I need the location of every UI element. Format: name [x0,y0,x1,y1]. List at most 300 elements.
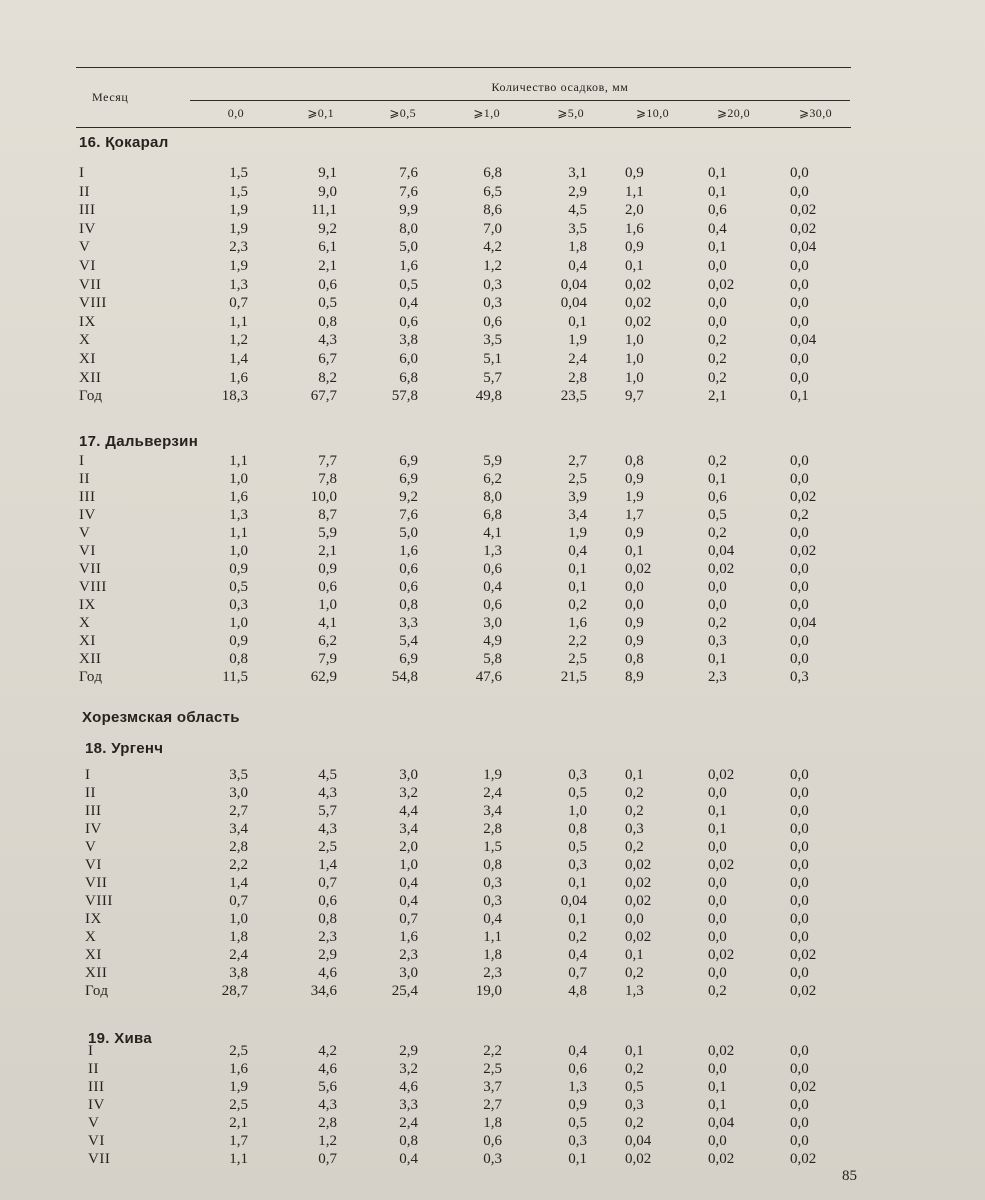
header-precipitation-label: Количество осадков, мм [491,80,629,94]
cell-col-2: 5,0 [399,239,418,256]
cell-col-5: 0,04 [625,1133,652,1149]
cell-col-6: 0,1 [708,821,727,837]
cell-col-4: 1,9 [568,525,587,541]
row-month: X [79,615,91,631]
cell-col-5: 0,9 [625,525,644,541]
cell-col-7: 0,0 [790,276,809,293]
cell-col-4: 0,8 [568,821,587,837]
cell-col-3: 2,8 [483,821,502,837]
table-row [0,524,985,542]
cell-col-5: 0,0 [625,579,644,595]
cell-col-3: 1,2 [483,258,502,274]
cell-col-1: 2,8 [318,1115,337,1131]
cell-col-6: 0,0 [708,597,727,613]
cell-col-2: 0,4 [399,295,418,312]
cell-col-0: 0,3 [229,597,248,613]
cell-col-4: 0,3 [568,857,587,873]
cell-col-7: 0,0 [790,313,809,330]
cell-col-7: 0,0 [790,651,809,667]
cell-col-7: 0,0 [790,1061,809,1077]
cell-col-6: 0,1 [708,183,727,200]
region-title-khorezm: Хорезмская область [82,709,240,726]
header-col-1: ⩾0,1 [307,106,334,120]
cell-col-0: 18,3 [221,388,248,405]
cell-col-3: 1,5 [483,839,502,855]
cell-col-2: 2,9 [399,1043,418,1059]
cell-col-2: 6,9 [399,453,418,469]
row-month: III [79,202,96,219]
cell-col-2: 7,6 [399,183,418,200]
cell-col-5: 0,1 [625,767,644,783]
header-col-5: ⩾10,0 [635,106,669,120]
cell-col-5: 0,2 [625,785,644,801]
cell-col-5: 9,7 [625,388,644,405]
row-month: VI [85,857,102,873]
row-month: VIII [79,295,107,312]
cell-col-0: 1,9 [229,258,248,274]
cell-col-1: 0,9 [318,561,337,577]
cell-col-3: 3,7 [483,1079,502,1095]
cell-col-0: 1,9 [229,220,248,237]
cell-col-2: 3,3 [399,1097,418,1113]
cell-col-2: 3,2 [399,785,418,801]
cell-col-1: 7,9 [318,651,337,667]
row-month: II [88,1061,99,1077]
table-row [0,387,985,405]
cell-col-3: 8,0 [483,489,502,505]
cell-col-1: 4,2 [318,1043,337,1059]
cell-col-3: 2,7 [483,1097,502,1113]
cell-col-6: 0,5 [708,507,727,523]
cell-col-1: 34,6 [310,983,337,999]
row-month: VI [79,258,96,274]
cell-col-1: 4,1 [318,615,337,631]
cell-col-1: 4,3 [318,785,337,801]
cell-col-7: 0,0 [790,453,809,469]
cell-col-2: 0,6 [399,579,418,595]
cell-col-1: 5,9 [318,525,337,541]
cell-col-4: 0,2 [568,597,587,613]
cell-col-6: 0,1 [708,239,727,256]
cell-col-1: 4,3 [318,821,337,837]
cell-col-5: 0,02 [625,929,652,945]
cell-col-3: 5,9 [483,453,502,469]
cell-col-6: 0,04 [708,1115,735,1131]
cell-col-5: 1,0 [625,332,644,349]
table-row [0,220,985,238]
cell-col-4: 3,9 [568,489,587,505]
cell-col-7: 0,0 [790,351,809,367]
table-row [0,452,985,470]
cell-col-7: 0,04 [790,239,817,256]
cell-col-4: 0,04 [560,295,587,312]
cell-col-1: 5,7 [318,803,337,819]
cell-col-1: 8,7 [318,507,337,523]
cell-col-7: 0,0 [790,369,809,386]
table-row [0,1150,985,1168]
cell-col-7: 0,1 [790,388,809,405]
cell-col-0: 2,2 [229,857,248,873]
table-row [0,183,985,201]
cell-col-3: 1,8 [483,947,502,963]
row-month: VI [88,1133,105,1149]
cell-col-1: 9,0 [318,183,337,200]
cell-col-1: 1,2 [318,1133,337,1149]
cell-col-6: 0,4 [708,220,727,237]
cell-col-0: 0,7 [229,893,248,909]
cell-col-7: 0,0 [790,785,809,801]
cell-col-1: 0,8 [318,313,337,330]
cell-col-7: 0,0 [790,579,809,595]
cell-col-3: 49,8 [475,388,502,405]
cell-col-1: 7,7 [318,453,337,469]
cell-col-2: 1,6 [399,258,418,274]
station-title-dalverzin: 17. Дальверзин [79,433,199,450]
cell-col-5: 0,3 [625,821,644,837]
cell-col-4: 1,8 [568,239,587,256]
cell-col-2: 3,0 [399,767,418,783]
cell-col-0: 1,1 [229,453,248,469]
cell-col-1: 10,0 [310,489,337,505]
table-row [0,1042,985,1060]
cell-col-1: 4,6 [318,965,337,981]
cell-col-2: 0,8 [399,1133,418,1149]
cell-col-4: 1,6 [568,615,587,631]
cell-col-2: 3,4 [399,821,418,837]
cell-col-3: 4,2 [483,239,502,256]
cell-col-5: 0,2 [625,965,644,981]
cell-col-1: 5,6 [318,1079,337,1095]
cell-col-3: 3,5 [483,332,502,349]
cell-col-4: 0,3 [568,1133,587,1149]
row-month: VII [85,875,108,891]
header-col-3: ⩾1,0 [473,106,500,120]
cell-col-5: 0,2 [625,1115,644,1131]
cell-col-2: 2,0 [399,839,418,855]
cell-col-5: 0,9 [625,615,644,631]
row-month: Год [79,669,103,685]
table-row [0,1078,985,1096]
cell-col-7: 0,02 [790,1151,817,1167]
cell-col-7: 0,0 [790,633,809,649]
cell-col-7: 0,0 [790,965,809,981]
row-month: XII [79,369,102,386]
cell-col-6: 0,6 [708,202,727,219]
row-month: VIII [85,893,113,909]
row-month: VII [79,276,102,293]
cell-col-5: 0,9 [625,239,644,256]
cell-col-0: 2,3 [229,239,248,256]
cell-col-6: 0,1 [708,1097,727,1113]
cell-col-4: 0,7 [568,965,587,981]
row-month: I [85,767,91,783]
cell-col-2: 4,6 [399,1079,418,1095]
cell-col-6: 0,0 [708,965,727,981]
cell-col-4: 0,1 [568,1151,587,1167]
row-month: Год [79,388,103,405]
cell-col-5: 0,1 [625,947,644,963]
cell-col-7: 0,0 [790,803,809,819]
cell-col-4: 0,5 [568,839,587,855]
table-row [0,276,985,294]
cell-col-7: 0,0 [790,1133,809,1149]
cell-col-5: 1,0 [625,369,644,386]
header-col-0: 0,0 [227,106,244,120]
row-month: XII [85,965,108,981]
cell-col-7: 0,0 [790,258,809,274]
header-month-label: Месяц [92,90,129,104]
cell-col-2: 6,9 [399,471,418,487]
cell-col-6: 0,0 [708,875,727,891]
cell-col-7: 0,02 [790,543,817,559]
table-row [0,1114,985,1132]
cell-col-0: 3,4 [229,821,248,837]
cell-col-0: 1,0 [229,543,248,559]
cell-col-4: 2,8 [568,369,587,386]
cell-col-0: 1,9 [229,202,248,219]
cell-col-3: 0,3 [483,875,502,891]
cell-col-3: 0,6 [483,561,502,577]
cell-col-5: 0,02 [625,857,652,873]
cell-col-1: 2,9 [318,947,337,963]
cell-col-2: 1,6 [399,929,418,945]
cell-col-4: 0,4 [568,1043,587,1059]
cell-col-0: 1,5 [229,165,248,181]
row-month: X [85,929,97,945]
cell-col-4: 0,2 [568,929,587,945]
row-month: II [85,785,96,801]
cell-col-3: 0,3 [483,1151,502,1167]
cell-col-0: 1,6 [229,489,248,505]
cell-col-3: 6,8 [483,507,502,523]
table-row [0,164,985,182]
cell-col-6: 0,02 [708,767,735,783]
cell-col-5: 0,5 [625,1079,644,1095]
cell-col-1: 1,4 [318,857,337,873]
cell-col-3: 1,3 [483,543,502,559]
cell-col-5: 0,3 [625,1097,644,1113]
cell-col-3: 6,2 [483,471,502,487]
cell-col-7: 0,02 [790,489,817,505]
table-row [0,892,985,910]
row-month: IV [79,507,96,523]
cell-col-7: 0,0 [790,561,809,577]
cell-col-1: 4,6 [318,1061,337,1077]
row-month: I [79,165,85,181]
cell-col-6: 0,2 [708,453,727,469]
cell-col-4: 0,4 [568,258,587,274]
cell-col-3: 3,0 [483,615,502,631]
cell-col-3: 1,1 [483,929,502,945]
cell-col-7: 0,2 [790,507,809,523]
cell-col-2: 0,6 [399,313,418,330]
cell-col-6: 0,2 [708,525,727,541]
row-month: IX [79,313,96,330]
cell-col-7: 0,3 [790,669,809,685]
header-col-7: ⩾30,0 [798,106,832,120]
cell-col-6: 0,0 [708,258,727,274]
cell-col-7: 0,0 [790,839,809,855]
row-month: IX [79,597,96,613]
cell-col-5: 0,9 [625,633,644,649]
cell-col-7: 0,0 [790,893,809,909]
cell-col-2: 0,7 [399,911,418,927]
cell-col-4: 0,04 [560,276,587,293]
cell-col-6: 0,6 [708,489,727,505]
cell-col-5: 1,9 [625,489,644,505]
cell-col-0: 1,0 [229,471,248,487]
cell-col-3: 5,1 [483,351,502,367]
cell-col-0: 1,1 [229,1151,248,1167]
cell-col-1: 4,5 [318,767,337,783]
cell-col-0: 1,6 [229,1061,248,1077]
table-row [0,802,985,820]
row-month: VII [88,1151,111,1167]
cell-col-7: 0,0 [790,1115,809,1131]
row-month: V [88,1115,100,1131]
cell-col-6: 0,2 [708,369,727,386]
cell-col-2: 7,6 [399,165,418,181]
cell-col-4: 23,5 [560,388,587,405]
cell-col-7: 0,02 [790,983,817,999]
cell-col-5: 1,7 [625,507,644,523]
cell-col-3: 6,8 [483,165,502,181]
cell-col-7: 0,0 [790,767,809,783]
cell-col-1: 0,6 [318,893,337,909]
cell-col-7: 0,0 [790,183,809,200]
cell-col-1: 0,6 [318,276,337,293]
cell-col-4: 2,9 [568,183,587,200]
table-row [0,784,985,802]
cell-col-7: 0,02 [790,202,817,219]
header-bottom-rule [76,127,851,128]
row-month: II [79,183,90,200]
cell-col-2: 3,2 [399,1061,418,1077]
header-col-2: ⩾0,5 [389,106,416,120]
cell-col-6: 0,0 [708,295,727,312]
cell-col-6: 0,2 [708,351,727,367]
cell-col-2: 0,5 [399,276,418,293]
page-number: 85 [842,1168,857,1184]
table-row [0,331,985,349]
cell-col-7: 0,0 [790,1097,809,1113]
cell-col-1: 6,1 [318,239,337,256]
cell-col-6: 0,02 [708,1151,735,1167]
table-row [0,542,985,560]
table-row [0,650,985,668]
cell-col-2: 6,0 [399,351,418,367]
cell-col-4: 0,5 [568,1115,587,1131]
cell-col-5: 0,8 [625,651,644,667]
cell-col-4: 0,04 [560,893,587,909]
cell-col-3: 0,6 [483,1133,502,1149]
cell-col-4: 0,1 [568,313,587,330]
cell-col-1: 7,8 [318,471,337,487]
cell-col-7: 0,04 [790,332,817,349]
row-month: III [79,489,96,505]
cell-col-3: 19,0 [475,983,502,999]
table-row [0,257,985,275]
cell-col-1: 11,1 [311,202,337,219]
cell-col-7: 0,0 [790,929,809,945]
cell-col-3: 5,7 [483,369,502,386]
cell-col-5: 1,0 [625,351,644,367]
cell-col-2: 3,0 [399,965,418,981]
cell-col-1: 0,5 [318,295,337,312]
cell-col-3: 7,0 [483,220,502,237]
cell-col-7: 0,0 [790,911,809,927]
cell-col-6: 0,0 [708,911,727,927]
top-rule [76,67,851,68]
cell-col-5: 1,3 [625,983,644,999]
table-row [0,964,985,982]
cell-col-5: 0,2 [625,1061,644,1077]
cell-col-4: 0,1 [568,911,587,927]
cell-col-0: 1,3 [229,276,248,293]
table-row [0,874,985,892]
cell-col-6: 0,1 [708,651,727,667]
cell-col-3: 8,6 [483,202,502,219]
cell-col-0: 2,4 [229,947,248,963]
cell-col-1: 9,2 [318,220,337,237]
cell-col-4: 0,6 [568,1061,587,1077]
cell-col-2: 0,4 [399,1151,418,1167]
cell-col-1: 62,9 [310,669,337,685]
cell-col-4: 0,4 [568,947,587,963]
cell-col-6: 0,0 [708,785,727,801]
table-row [0,470,985,488]
table-row [0,238,985,256]
row-month: XI [79,633,96,649]
row-month: V [85,839,97,855]
cell-col-5: 0,2 [625,803,644,819]
row-month: VII [79,561,102,577]
cell-col-6: 0,1 [708,165,727,181]
row-month: XI [79,351,96,367]
cell-col-0: 1,0 [229,911,248,927]
table-row [0,1060,985,1078]
header-col-4: ⩾5,0 [557,106,584,120]
cell-col-0: 2,5 [229,1043,248,1059]
cell-col-7: 0,0 [790,525,809,541]
cell-col-6: 0,1 [708,471,727,487]
table-row [0,910,985,928]
cell-col-0: 1,8 [229,929,248,945]
cell-col-6: 0,02 [708,947,735,963]
cell-col-0: 1,5 [229,183,248,200]
cell-col-0: 11,5 [222,669,248,685]
cell-col-3: 4,9 [483,633,502,649]
cell-col-4: 1,0 [568,803,587,819]
cell-col-6: 2,1 [708,388,727,405]
cell-col-5: 0,0 [625,911,644,927]
table-row [0,928,985,946]
cell-col-1: 2,1 [318,258,337,274]
cell-col-6: 0,3 [708,633,727,649]
cell-col-6: 0,02 [708,1043,735,1059]
cell-col-0: 2,7 [229,803,248,819]
cell-col-4: 2,7 [568,453,587,469]
cell-col-4: 3,1 [568,165,587,181]
row-month: I [79,453,85,469]
cell-col-6: 0,1 [708,803,727,819]
cell-col-7: 0,02 [790,1079,817,1095]
header-subrule [190,100,850,101]
cell-col-1: 6,7 [318,351,337,367]
cell-col-2: 3,3 [399,615,418,631]
cell-col-0: 3,5 [229,767,248,783]
cell-col-3: 0,4 [483,579,502,595]
